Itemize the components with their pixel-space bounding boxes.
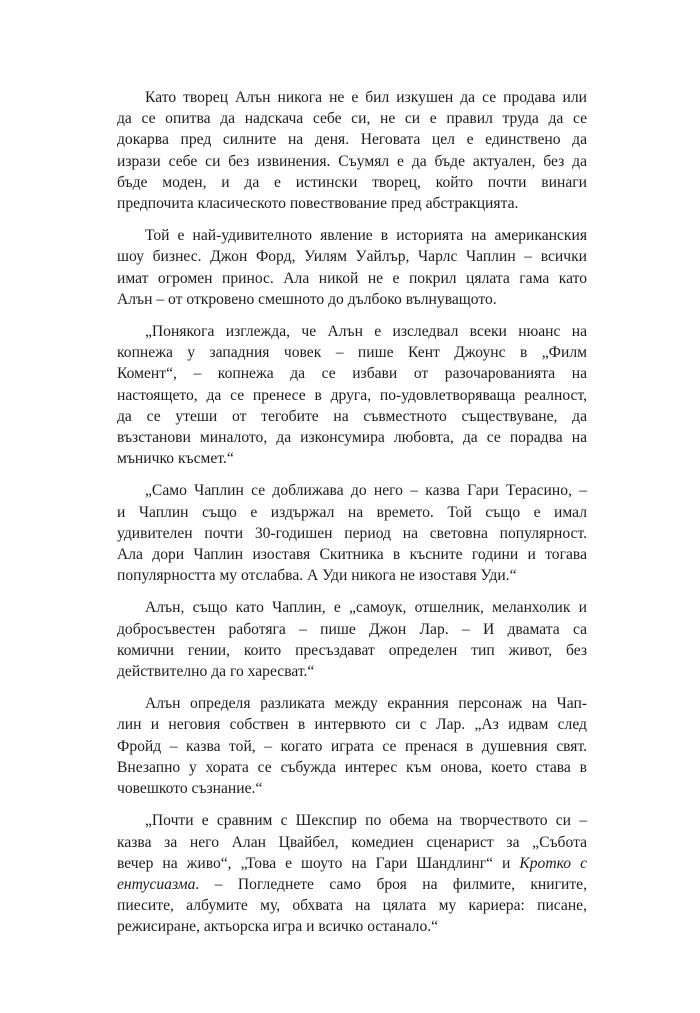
text-run: . – Погледнете само броя на филмите, книгите,	[195, 875, 587, 893]
text-line: предпочита класическото повествование пред абстракцията.	[117, 195, 519, 213]
text-line: възстанови миналото, да изконсумира любовта, да се порадва на	[117, 429, 587, 447]
text-line: изрази себе си без извинения. Съумял е да бъде актуален, без да	[117, 152, 587, 170]
text-line: лин и неговия собствен в интервюто си с Лар. „Аз идвам след	[117, 716, 587, 734]
text-line: Комент“, – копнежа да се избави от разочарованията на	[117, 365, 587, 383]
text-line: настоящето, да се пренесе в друга, по-удовлетворяваща реалност,	[117, 386, 587, 404]
text-line: „Само Чаплин се доближава до него – казва Гари Терасино, –	[145, 482, 587, 500]
text-line: човешкото съзнание.“	[117, 780, 263, 798]
italic-title: ентусиазма	[117, 875, 196, 893]
text-line: действително да го харесват.“	[117, 663, 315, 681]
text-line: Внезапно у хората се събужда интерес към онова, което става в	[117, 758, 587, 776]
text-line: копнежа у западния човек – пише Кент Джоунс в „Филм	[117, 344, 587, 362]
paragraph-6	[117, 693, 587, 799]
text-line: докарва пред силните на деня. Неговата цел е единствено да	[117, 131, 587, 149]
text-line: режисиране, актьорска игра и всичко останало.“	[117, 918, 439, 936]
text-line: мъничко късмет.“	[117, 450, 234, 468]
text-line: популярността му отслабва. А Уди никога не изоставя Уди.“	[117, 567, 517, 585]
text-line: шоу бизнес. Джон Форд, Уилям Уайлър, Чарлс Чаплин – всички	[117, 248, 587, 266]
paragraph-7	[117, 810, 587, 937]
paragraph-1	[117, 87, 587, 214]
text-line: да се опитва да надскача себе си, не си е правил труда да се	[117, 110, 587, 128]
text-line: Ала дори Чаплин изоставя Скитника в късните години и тогава	[117, 546, 587, 564]
text-line: „Почти е сравним с Шекспир по обема на творчеството си –	[145, 812, 587, 830]
italic-title: Кротко с	[519, 854, 587, 872]
text-line: удивителен почти 30-годишен период на световна популярност.	[117, 524, 587, 542]
paragraph-5	[117, 597, 587, 682]
text-line	[117, 853, 587, 874]
text-line: и Чаплин също е издържал на времето. Той също е имал	[117, 503, 587, 521]
text-line: комични гении, които пресъздават определен тип живот, без	[117, 641, 587, 659]
text-line: Той е най-удивителното явление в историята на американския	[145, 227, 587, 245]
text-line: Като творец Алън никога не е бил изкушен да се продава или	[145, 89, 587, 106]
paragraph-2	[117, 225, 587, 310]
page-text	[117, 87, 587, 949]
text-line: Алън, също като Чаплин, е „самоук, отшелник, меланхолик и	[145, 599, 587, 617]
text-line: бъде моден, и да е истински творец, който почти винаги	[117, 173, 587, 191]
text-line	[117, 874, 587, 895]
text-line: „Понякога изглежда, че Алън е изследвал всеки нюанс на	[145, 323, 587, 341]
paragraph-4	[117, 480, 587, 586]
text-line: имат огромен принос. Ала никой не е покрил цялата гама като	[117, 269, 587, 287]
text-line: пиесите, албумите му, обхвата на цялата му кариера: писане,	[117, 897, 587, 915]
text-line: Фройд – казва той, – когато играта се пренася в душевния свят.	[117, 737, 587, 755]
text-run: вечер на живо“, „Това е шоуто на Гари Шандлинг“ и	[117, 854, 520, 872]
text-line: Алън – от откровено смешното до дълбоко вълнуващото.	[117, 290, 497, 308]
paragraph-3	[117, 321, 587, 469]
text-line: да се утеши от тегобите на съвместното съществуване, да	[117, 407, 587, 425]
text-line: Алън определя разликата между екранния персонаж на Чап-	[145, 695, 587, 713]
text-line: добросъвестен работяга – пише Джон Лар. – И двамата са	[117, 620, 587, 638]
text-line: казва за него Алан Цвайбел, комедиен сценарист за „Събота	[117, 833, 587, 851]
